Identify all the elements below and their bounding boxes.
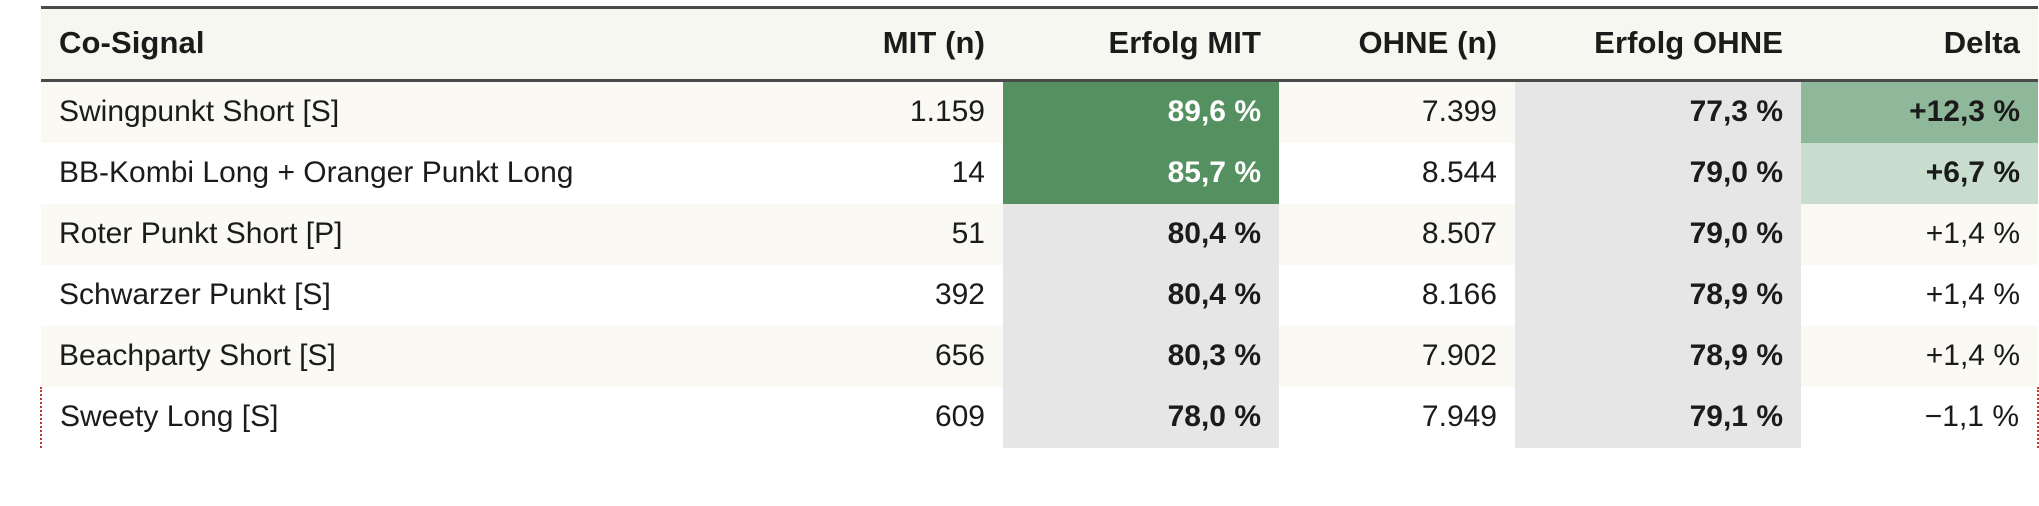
cell-ohne-n: 8.166: [1279, 265, 1515, 326]
cell-signal: Swingpunkt Short [S]: [41, 81, 777, 144]
cell-erfolg-mit: 78,0 %: [1003, 387, 1279, 448]
table-row: [41, 265, 2038, 326]
cell-mit-n: 392: [777, 265, 1003, 326]
cell-mit-n: 656: [777, 326, 1003, 387]
column-header-delta: Delta: [1801, 8, 2038, 81]
table-row: [41, 204, 2038, 265]
table-header-row: [41, 8, 2038, 81]
cell-erfolg-mit: 80,3 %: [1003, 326, 1279, 387]
cell-ohne-n: 7.949: [1279, 387, 1515, 448]
cell-delta: +1,4 %: [1801, 204, 2038, 265]
table-header: [41, 8, 2038, 81]
cell-erfolg-ohne: 78,9 %: [1515, 326, 1801, 387]
cell-delta: +12,3 %: [1801, 81, 2038, 144]
column-header-mit-n: MIT (n): [777, 8, 1003, 81]
cell-signal: Sweety Long [S]: [41, 387, 777, 448]
cell-ohne-n: 8.544: [1279, 143, 1515, 204]
cell-signal: Beachparty Short [S]: [41, 326, 777, 387]
cell-erfolg-mit: 80,4 %: [1003, 204, 1279, 265]
column-header-ohne-n: OHNE (n): [1279, 8, 1515, 81]
cell-mit-n: 51: [777, 204, 1003, 265]
cell-mit-n: 1.159: [777, 81, 1003, 144]
cell-erfolg-mit: 89,6 %: [1003, 81, 1279, 144]
column-header-signal: Co-Signal: [41, 8, 777, 81]
cell-erfolg-ohne: 79,1 %: [1515, 387, 1801, 448]
cell-erfolg-ohne: 79,0 %: [1515, 204, 1801, 265]
cell-erfolg-mit: 80,4 %: [1003, 265, 1279, 326]
cell-delta: +6,7 %: [1801, 143, 2038, 204]
co-signal-table: [40, 6, 2039, 448]
column-header-erfolg-mit: Erfolg MIT: [1003, 8, 1279, 81]
table-row: [41, 326, 2038, 387]
cell-mit-n: 14: [777, 143, 1003, 204]
table-row: [41, 81, 2038, 144]
cell-mit-n: 609: [777, 387, 1003, 448]
cell-ohne-n: 7.902: [1279, 326, 1515, 387]
cell-signal: Roter Punkt Short [P]: [41, 204, 777, 265]
table-row: [41, 143, 2038, 204]
cell-ohne-n: 8.507: [1279, 204, 1515, 265]
table-row-highlighted: [41, 387, 2038, 448]
cell-erfolg-ohne: 77,3 %: [1515, 81, 1801, 144]
cell-delta: +1,4 %: [1801, 326, 2038, 387]
table-body: [41, 81, 2038, 449]
cell-signal: Schwarzer Punkt [S]: [41, 265, 777, 326]
cell-erfolg-ohne: 78,9 %: [1515, 265, 1801, 326]
cell-delta: −1,1 %: [1801, 387, 2038, 448]
cell-erfolg-mit: 85,7 %: [1003, 143, 1279, 204]
table-sheet: [0, 6, 2020, 506]
cell-delta: +1,4 %: [1801, 265, 2038, 326]
cell-signal: BB-Kombi Long + Oranger Punkt Long: [41, 143, 777, 204]
cell-erfolg-ohne: 79,0 %: [1515, 143, 1801, 204]
column-header-erfolg-ohne: Erfolg OHNE: [1515, 8, 1801, 81]
cell-ohne-n: 7.399: [1279, 81, 1515, 144]
